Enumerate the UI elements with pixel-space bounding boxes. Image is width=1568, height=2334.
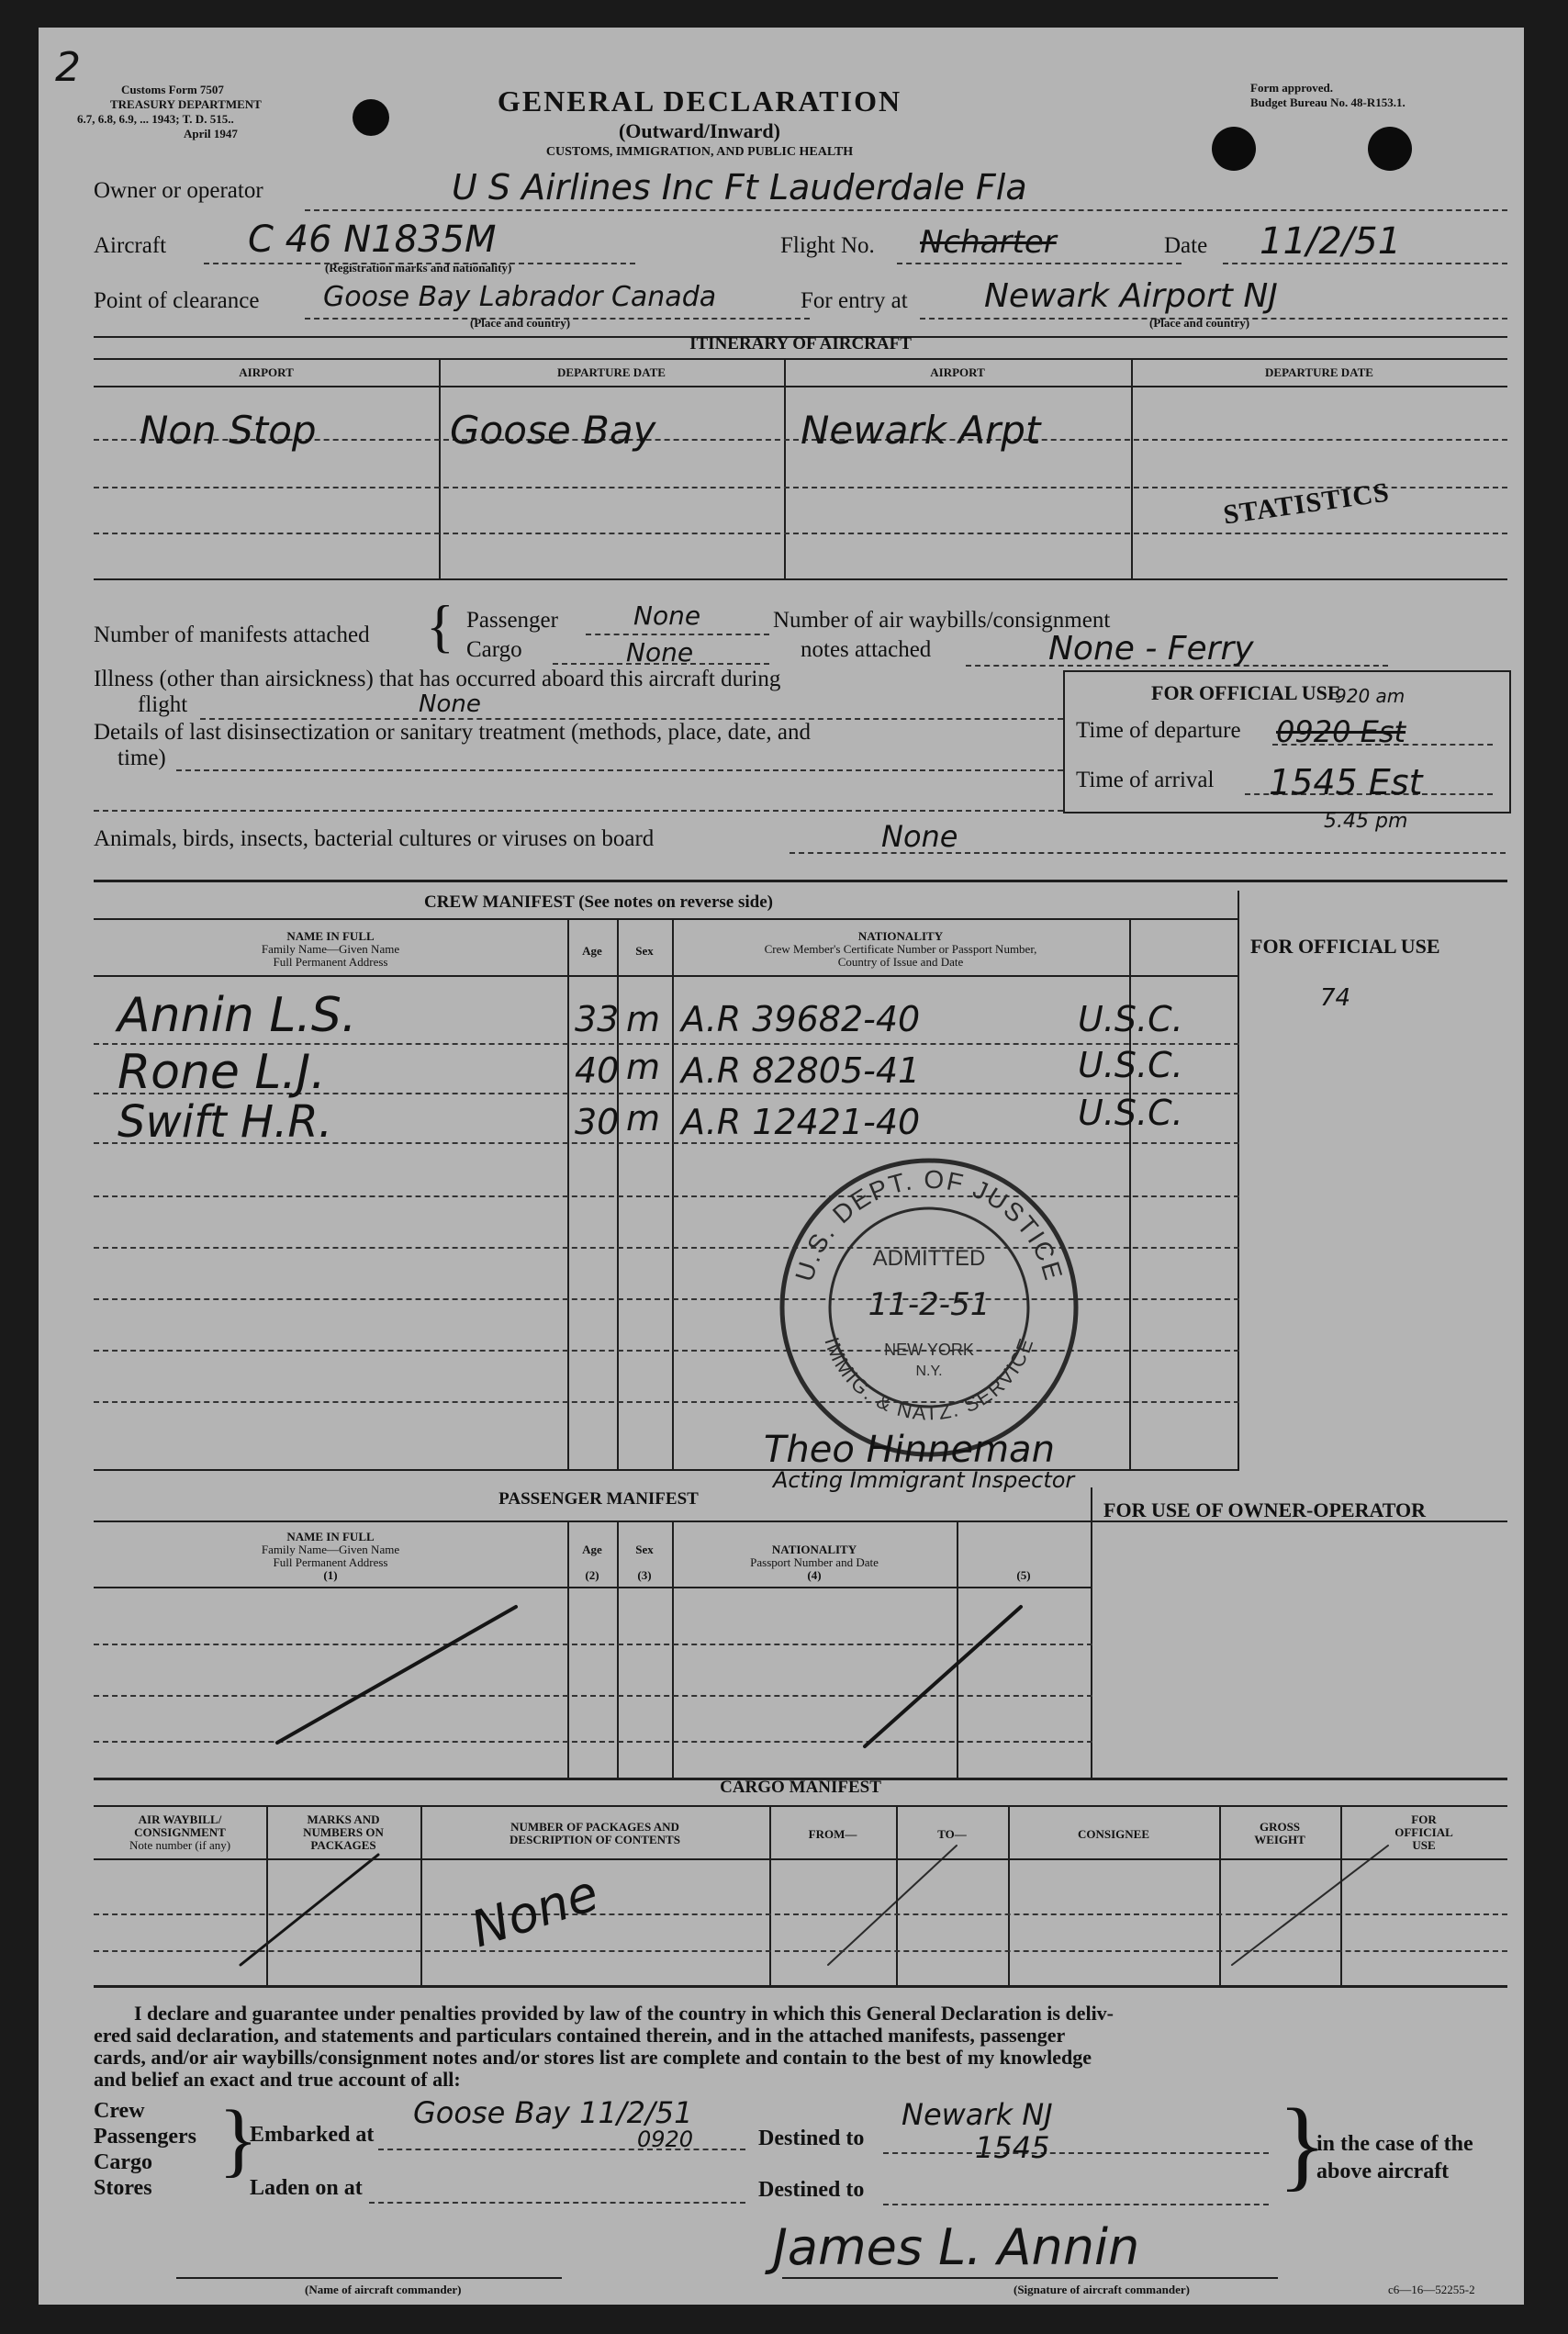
passenger-col-number: (3) [637,1568,652,1582]
crew-country: U.S.C. [1078,1045,1183,1085]
crew-country: U.S.C. [1078,1093,1183,1133]
arrival-note: 5.45 pm [1324,810,1408,833]
declaration-text: cards, and/or air waybills/consignment notes and/or stores list are complete and contain to the best of my knowledge [94,2046,1092,2069]
form-title: GENERAL DECLARATION [497,84,902,118]
embarked-value: Goose Bay 11/2/51 [413,2095,693,2130]
passenger-col-number: (5) [1016,1568,1031,1582]
passenger-col-number: (1) [323,1568,338,1582]
form-id-line: TREASURY DEPARTMENT [110,97,262,111]
cargo-heading: CARGO MANIFEST [720,1778,881,1797]
destined-line-2 [883,2204,1269,2205]
crew-sex: m [626,1098,661,1139]
crew-nat-header: Country of Issue and Date [837,955,964,969]
animals-label: Animals, birds, insects, bacterial cultures or viruses on board [94,826,655,851]
cargo-handwritten: None [464,1863,606,1959]
itinerary-heading: ITINERARY OF AIRCRAFT [689,334,912,353]
crew-age: 33 [575,999,620,1039]
cargo-row-line [94,1913,1507,1915]
declaration-items-brace: } [218,2094,259,2185]
crew-name-header: Full Permanent Address [273,955,388,969]
crew-sex-header: Sex [635,944,654,958]
passenger-col-number: (2) [585,1568,599,1582]
date-value: 11/2/51 [1260,220,1402,263]
embarked-time: 0920 [637,2126,694,2152]
aircraft-label: Aircraft [94,233,167,258]
itinerary-col-header: AIRPORT [239,365,294,379]
declaration-text: I declare and guarantee under penalties provided by law of the country in which this General Declaration is deliv- [134,2002,1114,2025]
entry-caption: (Place and country) [1149,316,1250,330]
itinerary-cell: Goose Bay [450,408,656,453]
itinerary-col-header: DEPARTURE DATE [1265,365,1373,379]
crew-cert: A.R 39682-40 [681,999,921,1039]
arrival-label: Time of arrival [1076,768,1215,792]
commander-signature-caption: (Signature of aircraft commander) [1014,2283,1190,2296]
illness-value: None [419,690,481,718]
manifests-brace: { [426,593,454,658]
crew-sex: m [626,999,661,1039]
owner-label: Owner or operator [94,178,263,203]
declaration-item: Stores [94,2176,152,2200]
stamp-status: ADMITTED [872,1246,986,1271]
declaration-form-page [39,28,1524,2305]
inspector-signature: Theo Hinneman [764,1429,1055,1471]
passenger-name-header: Family Name—Given Name [261,1543,400,1556]
passenger-sex-header: Sex [635,1543,654,1556]
entry-value: Newark Airport NJ [984,277,1278,315]
cargo-col-header: FROM— [808,1827,857,1841]
departure-value: 0920 Est [1276,714,1406,749]
cargo-col-header: CONSIGNEE [1077,1827,1150,1841]
disinsect-label: Details of last disinsectization or sanitary treatment (methods, place, date, and [94,720,811,745]
embarked-label: Embarked at [250,2123,375,2147]
cargo-heading-rule [94,1805,1507,1807]
stamp-city: NEW YORK [884,1341,974,1359]
waybills-label: Number of air waybills/consignment [773,608,1111,633]
crew-nat-header: Crew Member's Certificate Number or Passport Number, [764,942,1037,956]
commander-name-caption: (Name of aircraft commander) [305,2283,462,2296]
stamp-ring-bottom: IMMIG. & NATZ. SERVICE [820,1333,1038,1425]
cargo-value: None [626,637,694,668]
cargo-col-header: FOR [1411,1812,1437,1826]
crew-age: 40 [575,1050,620,1091]
crew-age: 30 [575,1102,620,1142]
passenger-nat-header: Passport Number and Date [750,1555,879,1569]
declaration-item: Passengers [94,2125,196,2149]
departure-note: 920 am [1335,685,1406,707]
flight-label: Flight No. [780,233,875,258]
form-agencies: CUSTOMS, IMMIGRATION, AND PUBLIC HEALTH [545,145,854,159]
waybills-label-2: notes attached [801,637,932,662]
cargo-header-rule [94,1858,1507,1860]
form-code: c6—16—52255-2 [1388,2283,1475,2296]
cargo-col-header: MARKS AND [307,1812,380,1826]
crew-name: Swift H.R. [118,1096,332,1148]
case-text: in the case of the [1316,2132,1473,2156]
departure-label: Time of departure [1076,718,1241,743]
crew-heading: CREW MANIFEST (See notes on reverse side) [424,892,773,912]
cargo-col-header: TO— [937,1827,967,1841]
crew-cert: A.R 12421-40 [681,1102,921,1142]
destined-label-2: Destined to [758,2178,865,2202]
cargo-col-header: NUMBERS ON [303,1825,384,1839]
clearance-value: Goose Bay Labrador Canada [323,281,717,313]
form-id-line: Customs Form 7507 [121,83,224,96]
stamp-date: 11-2-51 [868,1286,991,1323]
commander-name-line [176,2277,562,2279]
laden-line [369,2202,745,2204]
crew-nat-header: NATIONALITY [857,929,944,943]
passenger-name-header: Full Permanent Address [273,1555,388,1569]
destined-label: Destined to [758,2126,865,2150]
itinerary-cell: Non Stop [140,408,317,453]
form-id-line: April 1947 [184,127,238,140]
passenger-value: None [633,600,701,631]
illness-label: Illness (other than airsickness) that has occurred aboard this aircraft during [94,667,781,691]
crew-country: U.S.C. [1078,999,1183,1039]
itinerary-cell: Newark Arpt [801,408,1041,453]
commander-signature: James L. Annin [773,2218,1140,2276]
crew-name: Rone L.J. [118,1045,326,1100]
statistics-stamp: STATISTICS [1221,477,1392,531]
cargo-row-line [94,1950,1507,1952]
illness-label-2: flight [138,692,188,717]
official-use-heading: FOR OFFICIAL USE [1151,681,1341,704]
approval-line: Form approved. [1250,81,1334,95]
passenger-nat-header: NATIONALITY [771,1543,857,1556]
cargo-col-header: PACKAGES [310,1838,376,1852]
cargo-col-header: OFFICIAL [1394,1825,1453,1839]
animals-value: None [881,819,958,854]
inspector-title: Acting Immigrant Inspector [773,1467,1075,1493]
clearance-caption: (Place and country) [470,316,571,330]
cargo-col-header: CONSIGNMENT [134,1825,226,1839]
page-number: 2 [55,44,81,91]
crew-official-mark: 74 [1320,984,1351,1012]
owner-value: U S Airlines Inc Ft Lauderdale Fla [452,167,1027,208]
declaration-item: Crew [94,2099,145,2123]
waybills-value: None - Ferry [1048,630,1254,668]
approval-line: Budget Bureau No. 48-R153.1. [1250,95,1406,109]
entry-label: For entry at [801,288,908,313]
crew-official-header: FOR OFFICIAL USE [1250,935,1440,958]
flight-value: Ncharter [920,224,1057,261]
case-brace: } [1278,2088,1327,2200]
form-id-line: 6.7, 6.8, 6.9, ... 1943; T. D. 515.. [77,112,234,126]
laden-label: Laden on at [250,2176,363,2200]
aircraft-caption: (Registration marks and nationality) [325,261,512,275]
crew-cert: A.R 82805-41 [681,1050,921,1091]
date-label: Date [1164,233,1208,258]
arrival-value: 1545 Est [1269,762,1423,802]
passenger-heading: PASSENGER MANIFEST [498,1489,699,1509]
aircraft-value: C 46 N1835M [248,219,497,261]
passenger-age-header: Age [582,1543,602,1556]
cargo-label: Cargo [466,637,522,662]
passenger-strike-marks [39,28,1524,2305]
passenger-label: Passenger [466,608,558,633]
manifests-label: Number of manifests attached [94,623,370,647]
itinerary-col-header: DEPARTURE DATE [557,365,666,379]
crew-age-header: Age [582,944,602,958]
stamp-ring-top: U.S. DEPT. OF JUSTICE [790,1164,1069,1285]
cargo-col-header: GROSS [1259,1820,1301,1834]
commander-signature-line [782,2277,1278,2279]
cargo-bottom-rule [94,1985,1507,1988]
case-text: above aircraft [1316,2160,1450,2183]
stamp-state: N.Y. [915,1363,943,1379]
destined-value: Newark NJ [902,2097,1053,2132]
cargo-col-header: WEIGHT [1254,1833,1305,1846]
crew-name: Annin L.S. [118,988,357,1043]
disinsect-label-2: time) [118,746,166,770]
form-subtitle: (Outward/Inward) [618,119,780,142]
itinerary-col-header: AIRPORT [930,365,985,379]
cargo-col-header: Note number (if any) [129,1838,231,1852]
passenger-col-number: (4) [807,1568,822,1582]
owner-use-header: FOR USE OF OWNER-OPERATOR [1103,1498,1427,1521]
crew-name-header: NAME IN FULL [286,929,375,943]
cargo-col-header: NUMBER OF PACKAGES AND [510,1820,679,1834]
declaration-text: ered said declaration, and statements and particulars contained therein, and in the attached manifests, passenger [94,2024,1066,2047]
destined-time: 1545 [975,2130,1050,2165]
destined-line [883,2152,1269,2154]
cargo-col-header: AIR WAYBILL/ [138,1812,222,1826]
passenger-name-header: NAME IN FULL [286,1530,375,1543]
cargo-col-header: DESCRIPTION OF CONTENTS [510,1833,680,1846]
clearance-label: Point of clearance [94,288,260,313]
cargo-col-header: USE [1412,1838,1436,1852]
crew-sex: m [626,1047,661,1087]
declaration-item: Cargo [94,2150,152,2174]
crew-name-header: Family Name—Given Name [261,942,400,956]
declaration-text: and belief an exact and true account of all: [94,2068,461,2091]
